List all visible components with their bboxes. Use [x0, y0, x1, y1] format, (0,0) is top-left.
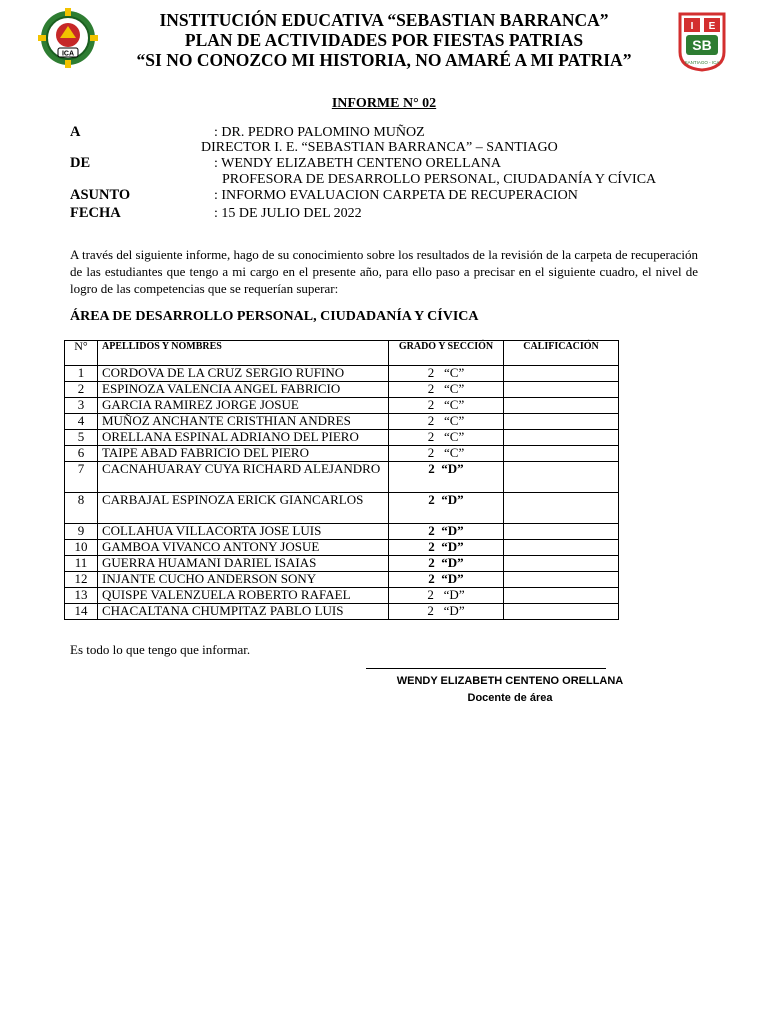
row-grade-section: 2 “C” [389, 414, 504, 430]
row-number: 10 [65, 540, 98, 556]
row-grade-section: 2 “D” [389, 556, 504, 572]
table-row [65, 398, 619, 414]
row-number: 14 [65, 604, 98, 620]
header-plan: PLAN DE ACTIVIDADES POR FIESTAS PATRIAS [184, 30, 584, 50]
table-row [65, 462, 619, 493]
row-score [504, 524, 619, 540]
header-names: APELLIDOS Y NOMBRES [98, 341, 389, 366]
row-score [504, 588, 619, 604]
row-student-name: ESPINOZA VALENCIA ANGEL FABRICIO [98, 382, 389, 398]
to-label: A [70, 124, 81, 140]
row-score [504, 382, 619, 398]
row-score [504, 446, 619, 462]
table-row [65, 430, 619, 446]
table-row [65, 366, 619, 382]
logo-letter-e: E [708, 21, 716, 32]
table-row [65, 540, 619, 556]
row-number: 6 [65, 446, 98, 462]
report-title: INFORME N° 02 [331, 96, 437, 111]
table-row [65, 382, 619, 398]
logo-left-text: ICA [61, 50, 75, 58]
row-student-name: QUISPE VALENZUELA ROBERTO RAFAEL [98, 588, 389, 604]
row-student-name: MUÑOZ ANCHANTE CRISTHIAN ANDRES [98, 414, 389, 430]
to-value: : DR. PEDRO PALOMINO MUÑOZ [214, 125, 425, 140]
table-row [65, 556, 619, 572]
row-number: 3 [65, 398, 98, 414]
row-number: 5 [65, 430, 98, 446]
row-number: 9 [65, 524, 98, 540]
table-header-row [65, 341, 619, 366]
row-grade-section: 2 “C” [389, 366, 504, 382]
intro-paragraph: A través del siguiente informe, hago de su conocimiento sobre los resultados de la revisión de la carpeta de recuperación de las estudiantes que tengo a mi cargo en el presente año, para ello paso a precisar en el siguiente cuadro, el nivel de logro de las competencias que se requerían superar: [70, 247, 698, 296]
header-grade-section: GRADO Y SECCIÓN [389, 341, 504, 366]
row-number: 1 [65, 366, 98, 382]
row-number: 2 [65, 382, 98, 398]
from-value: : WENDY ELIZABETH CENTENO ORELLANA [214, 156, 501, 171]
row-student-name: GARCIA RAMIREZ JORGE JOSUE [98, 398, 389, 414]
date-value: : 15 DE JULIO DEL 2022 [214, 206, 362, 221]
area-title: ÁREA DE DESARROLLO PERSONAL, CIUDADANÍA Y CÍVICA [70, 309, 479, 324]
row-grade-section: 2 “D” [389, 462, 504, 493]
students-table [64, 340, 619, 620]
row-number: 12 [65, 572, 98, 588]
from-label: DE [70, 155, 91, 171]
closing-text: Es todo lo que tengo que informar. [70, 642, 251, 657]
row-score [504, 572, 619, 588]
row-grade-section: 2 “D” [389, 604, 504, 620]
row-grade-section: 2 “D” [389, 493, 504, 524]
row-student-name: CHACALTANA CHUMPITAZ PABLO LUIS [98, 604, 389, 620]
row-student-name: CORDOVA DE LA CRUZ SERGIO RUFINO [98, 366, 389, 382]
row-score [504, 493, 619, 524]
row-student-name: TAIPE ABAD FABRICIO DEL PIERO [98, 446, 389, 462]
row-grade-section: 2 “C” [389, 446, 504, 462]
subject-value: : INFORMO EVALUACION CARPETA DE RECUPERACION [214, 188, 578, 203]
logo-letter-i: I [690, 21, 694, 32]
table-row [65, 493, 619, 524]
signature-line [366, 668, 606, 669]
row-number: 13 [65, 588, 98, 604]
row-grade-section: 2 “D” [389, 524, 504, 540]
table-row [65, 446, 619, 462]
to-value-position: DIRECTOR I. E. “SEBASTIAN BARRANCA” – SANTIAGO [201, 140, 558, 155]
table-row [65, 414, 619, 430]
row-number: 11 [65, 556, 98, 572]
row-number: 8 [65, 493, 98, 524]
row-student-name: CACNAHUARAY CUYA RICHARD ALEJANDRO [98, 462, 389, 493]
row-score [504, 540, 619, 556]
row-student-name: CARBAJAL ESPINOZA ERICK GIANCARLOS [98, 493, 389, 524]
row-number: 4 [65, 414, 98, 430]
row-score [504, 604, 619, 620]
row-score [504, 414, 619, 430]
row-student-name: COLLAHUA VILLACORTA JOSE LUIS [98, 524, 389, 540]
row-grade-section: 2 “C” [389, 430, 504, 446]
table-row [65, 588, 619, 604]
row-grade-section: 2 “D” [389, 572, 504, 588]
row-score [504, 398, 619, 414]
signature-name: WENDY ELIZABETH CENTENO ORELLANA [396, 675, 624, 687]
row-score [504, 430, 619, 446]
table-row [65, 604, 619, 620]
row-student-name: INJANTE CUCHO ANDERSON SONY [98, 572, 389, 588]
row-number: 7 [65, 462, 98, 493]
logo-letters-sb: SB [692, 37, 712, 53]
header-grade-score: CALIFICACIÓN [504, 341, 619, 366]
row-score [504, 556, 619, 572]
row-student-name: GUERRA HUAMANI DARIEL ISAIAS [98, 556, 389, 572]
logo-caption: SANTIAGO - ICA [684, 60, 720, 65]
table-row [65, 524, 619, 540]
subject-label: ASUNTO [70, 187, 131, 203]
date-label: FECHA [70, 205, 121, 221]
row-grade-section: 2 “C” [389, 398, 504, 414]
header-institution: INSTITUCIÓN EDUCATIVA “SEBASTIAN BARRANCA” [159, 10, 609, 30]
row-student-name: GAMBOA VIVANCO ANTONY JOSUE [98, 540, 389, 556]
header-motto: “SI NO CONOZCO MI HISTORIA, NO AMARÉ A MI PATRIA” [136, 50, 632, 70]
signature-role: Docente de área [467, 692, 553, 704]
from-value-position: PROFESORA DE DESARROLLO PERSONAL, CIUDADANÍA Y CÍVICA [222, 172, 657, 187]
header-number: N° [65, 341, 98, 366]
row-score [504, 462, 619, 493]
row-student-name: ORELLANA ESPINAL ADRIANO DEL PIERO [98, 430, 389, 446]
school-emblem-left-logo [34, 8, 102, 68]
school-shield-right-logo [678, 12, 726, 72]
row-grade-section: 2 “D” [389, 540, 504, 556]
table-row [65, 572, 619, 588]
row-grade-section: 2 “D” [389, 588, 504, 604]
row-score [504, 366, 619, 382]
row-grade-section: 2 “C” [389, 382, 504, 398]
